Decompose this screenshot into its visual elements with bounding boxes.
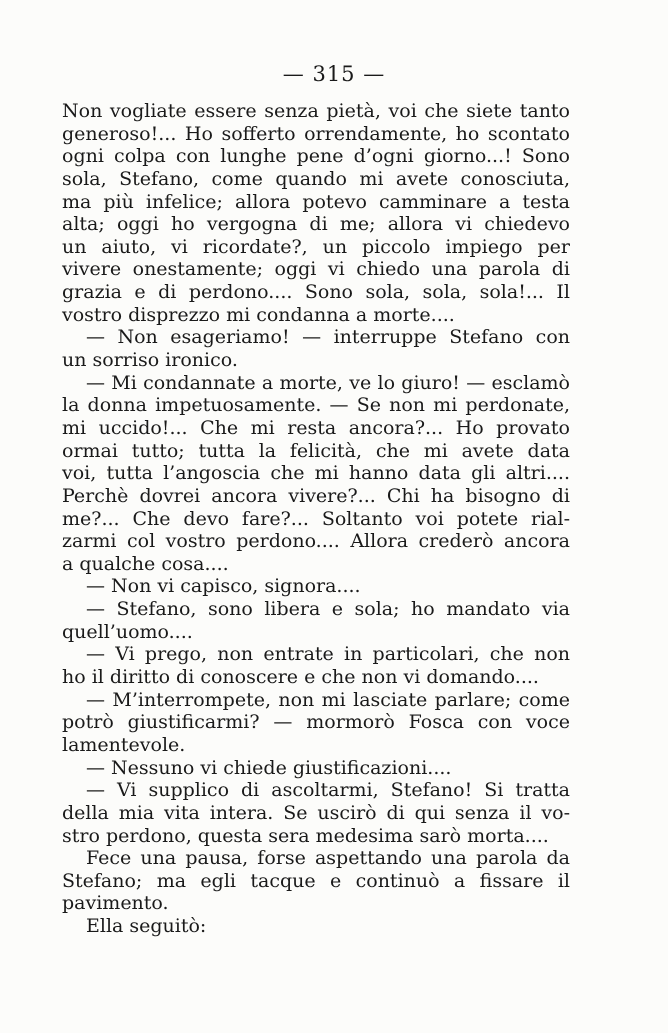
text-line: Perchè dovrei ancora vivere?... Chi ha bisogno di xyxy=(62,484,570,507)
text-line: potrò giustificarmi? — mormorò Fosca con voce xyxy=(62,711,570,734)
text-line: voi, tutta l’angoscia che mi hanno data gli altri.... xyxy=(62,462,570,485)
text-line: alta; oggi ho vergogna di me; allora vi chiedevo xyxy=(62,213,570,236)
text-line: un aiuto, vi ricordate?, un piccolo impiego per xyxy=(62,235,570,258)
text-line: — Non esageriamo! — interruppe Stefano con xyxy=(86,326,570,349)
text-line: vivere onestamente; oggi vi chiedo una parola di xyxy=(62,258,570,281)
text-line: zarmi col vostro perdono.... Allora crederò ancora xyxy=(62,530,570,553)
text-line: — Vi prego, non entrate in particolari, che non xyxy=(86,643,570,666)
text-line: mi uccido!... Che mi resta ancora?... Ho provato xyxy=(62,416,570,439)
text-line: ormai tutto; tutta la felicità, che mi avete data xyxy=(62,439,570,462)
text-line: sola, Stefano, come quando mi avete conosciuta, xyxy=(62,167,570,190)
text-line: — Nessuno vi chiede giustificazioni.... xyxy=(86,756,452,779)
text-line: ho il diritto di conoscere e che non vi domando.... xyxy=(62,666,539,689)
text-line: — Mi condannate a morte, ve lo giuro! — esclamò xyxy=(86,371,570,394)
text-line: Non vogliate essere senza pietà, voi che siete tanto xyxy=(62,100,570,122)
text-line: della mia vita intera. Se uscirò di qui senza il vo- xyxy=(62,801,570,824)
text-line: stro perdono, questa sera medesima sarò morta.... xyxy=(62,824,549,847)
text-line: me?... Che devo fare?... Soltanto voi potete rial- xyxy=(62,507,570,530)
text-line: vostro disprezzo mi condanna a morte.... xyxy=(62,303,455,326)
text-line: — Non vi capisco, signora.... xyxy=(86,575,361,598)
text-line: generoso!... Ho sofferto orrendamente, ho scontato xyxy=(62,122,570,145)
text-line: ma più infelice; allora potevo camminare a testa xyxy=(62,190,570,213)
text-line: — Vi supplico di ascoltarmi, Stefano! Si tratta xyxy=(86,779,570,802)
text-line: lamentevole. xyxy=(62,733,186,756)
text-line: quell’uomo.... xyxy=(62,620,193,643)
text-line: ogni colpa con lunghe pene d’ogni giorno...! Sono xyxy=(62,145,570,168)
text-line: — Stefano, sono libera e sola; ho mandato via xyxy=(86,598,570,621)
text-line: grazia e di perdono.... Sono sola, sola, sola!... Il xyxy=(62,281,570,304)
text-line: Ella seguitò: xyxy=(86,915,207,938)
text-line: a qualche cosa.... xyxy=(62,552,229,575)
text-line: la donna impetuosamente. — Se non mi perdonate, xyxy=(62,394,570,417)
text-line: pavimento. xyxy=(62,892,169,915)
text-line: un sorriso ironico. xyxy=(62,349,238,372)
text-line: — M’interrompete, non mi lasciate parlare; come xyxy=(86,688,570,711)
page-number: — 315 — xyxy=(282,62,386,86)
body-text xyxy=(62,100,570,938)
text-line: Fece una pausa, forse aspettando una parola da xyxy=(86,847,570,870)
text-line: Stefano; ma egli tacque e continuò a fissare il xyxy=(62,869,570,892)
